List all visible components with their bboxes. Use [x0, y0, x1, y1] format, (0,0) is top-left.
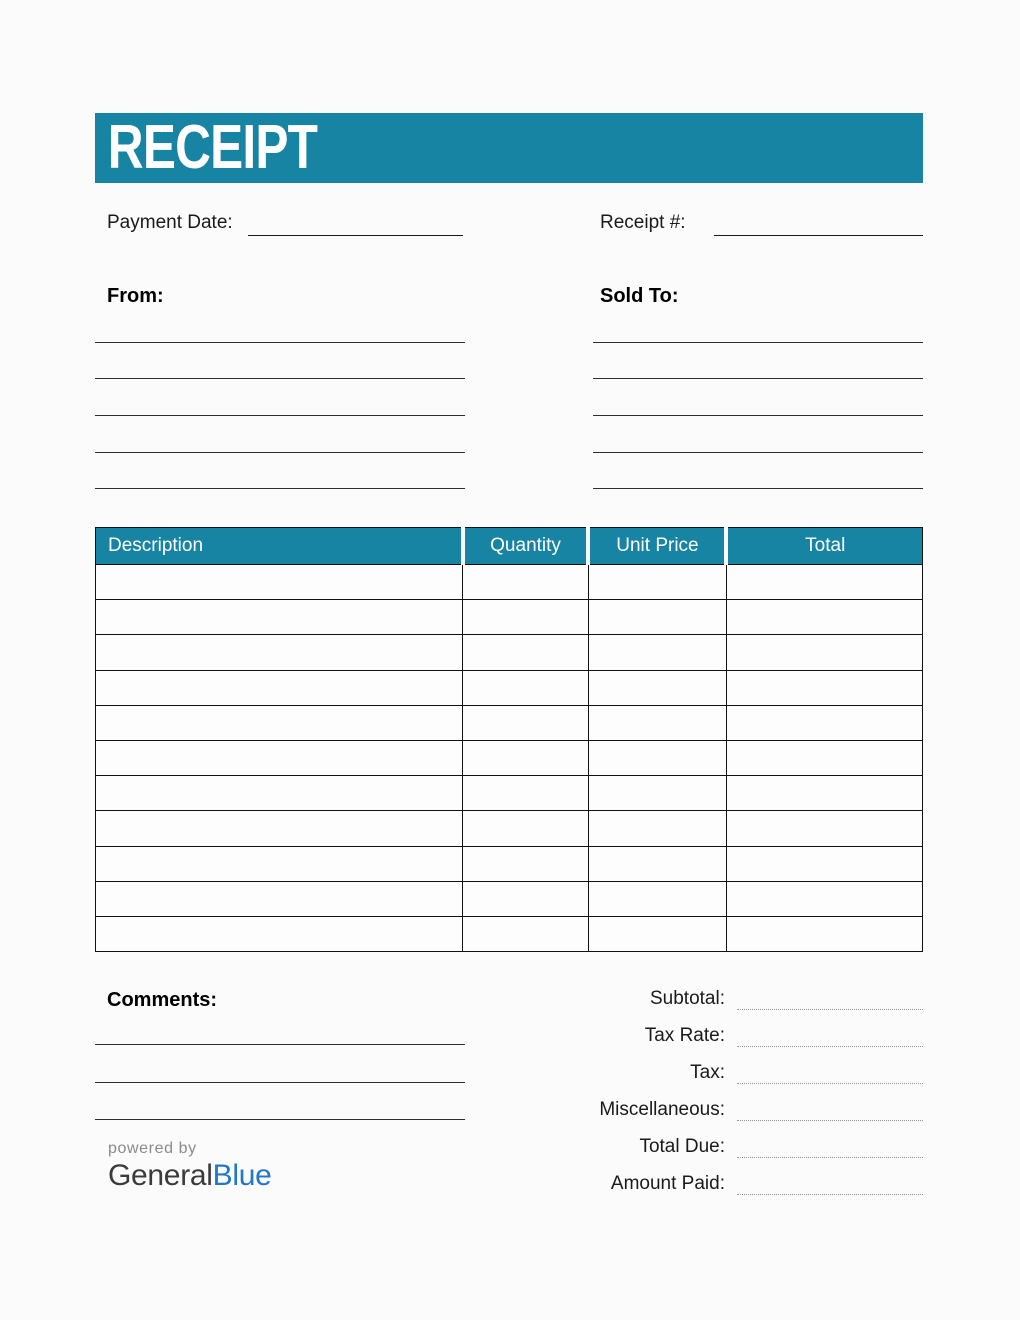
- totals-row-amount-paid: [500, 1173, 923, 1210]
- cell-total[interactable]: [726, 705, 922, 740]
- cell-description[interactable]: [96, 776, 463, 811]
- totals-row-total-due: [500, 1136, 923, 1173]
- cell-quantity[interactable]: [463, 881, 589, 916]
- tax-label: Tax:: [690, 1062, 725, 1083]
- table-row: [96, 600, 923, 635]
- cell-quantity[interactable]: [463, 811, 589, 846]
- totals-row-tax-rate: [500, 1025, 923, 1062]
- brand-general-text: General: [108, 1159, 213, 1192]
- table-row: [96, 565, 923, 600]
- cell-total[interactable]: [726, 635, 922, 670]
- sold-to-address-line[interactable]: [593, 379, 923, 416]
- receipt-number-field[interactable]: [714, 210, 923, 236]
- total-due-label: Total Due:: [639, 1136, 725, 1157]
- column-header-total: Total: [726, 528, 922, 565]
- cell-total[interactable]: [726, 916, 922, 951]
- cell-quantity[interactable]: [463, 916, 589, 951]
- miscellaneous-label: Miscellaneous:: [599, 1099, 725, 1120]
- brand-wordmark: [108, 1159, 272, 1193]
- totals-row-subtotal: [500, 988, 923, 1025]
- table-header-row: [96, 528, 923, 565]
- totals-row-tax: [500, 1062, 923, 1099]
- cell-unit-price[interactable]: [588, 846, 726, 881]
- cell-quantity[interactable]: [463, 776, 589, 811]
- cell-description[interactable]: [96, 565, 463, 600]
- from-address-line[interactable]: [95, 379, 465, 416]
- subtotal-field[interactable]: [737, 988, 923, 1010]
- table-row: [96, 705, 923, 740]
- page-title: RECEIPT: [107, 113, 318, 182]
- tax-field[interactable]: [737, 1062, 923, 1084]
- sold-to-address-lines: [593, 306, 923, 489]
- cell-quantity[interactable]: [463, 670, 589, 705]
- cell-unit-price[interactable]: [588, 881, 726, 916]
- sold-to-address-line[interactable]: [593, 343, 923, 380]
- cell-unit-price[interactable]: [588, 776, 726, 811]
- total-due-field[interactable]: [737, 1136, 923, 1158]
- cell-description[interactable]: [96, 881, 463, 916]
- cell-description[interactable]: [96, 740, 463, 775]
- from-label: From:: [107, 285, 164, 307]
- totals-row-miscellaneous: [500, 1099, 923, 1136]
- cell-quantity[interactable]: [463, 705, 589, 740]
- receipt-number-label: Receipt #:: [600, 212, 686, 233]
- table-row: [96, 846, 923, 881]
- table-body: [96, 565, 923, 952]
- cell-quantity[interactable]: [463, 635, 589, 670]
- tax-rate-label: Tax Rate:: [644, 1025, 725, 1046]
- cell-quantity[interactable]: [463, 846, 589, 881]
- subtotal-label: Subtotal:: [650, 988, 725, 1009]
- title-bar: [95, 113, 923, 183]
- comments-label: Comments:: [107, 989, 218, 1011]
- comments-lines: [95, 1008, 465, 1120]
- table-row: [96, 916, 923, 951]
- payment-date-label: Payment Date:: [107, 212, 233, 233]
- cell-total[interactable]: [726, 670, 922, 705]
- from-address-line[interactable]: [95, 306, 465, 343]
- cell-quantity[interactable]: [463, 600, 589, 635]
- cell-unit-price[interactable]: [588, 600, 726, 635]
- generalblue-logo: [108, 1140, 272, 1193]
- column-header-quantity: Quantity: [463, 528, 589, 565]
- cell-unit-price[interactable]: [588, 916, 726, 951]
- table-row: [96, 811, 923, 846]
- payment-date-field[interactable]: [248, 210, 463, 236]
- tax-rate-field[interactable]: [737, 1025, 923, 1047]
- powered-by-text: powered by: [108, 1140, 197, 1157]
- cell-description[interactable]: [96, 916, 463, 951]
- table-row: [96, 740, 923, 775]
- table-row: [96, 635, 923, 670]
- sold-to-address-line[interactable]: [593, 453, 923, 490]
- brand-blue-text: Blue: [212, 1159, 272, 1192]
- cell-total[interactable]: [726, 811, 922, 846]
- cell-unit-price[interactable]: [588, 705, 726, 740]
- comment-line[interactable]: [95, 1008, 465, 1045]
- comment-line[interactable]: [95, 1083, 465, 1120]
- cell-quantity[interactable]: [463, 565, 589, 600]
- cell-unit-price[interactable]: [588, 670, 726, 705]
- comment-line[interactable]: [95, 1045, 465, 1082]
- cell-total[interactable]: [726, 740, 922, 775]
- sold-to-address-line[interactable]: [593, 306, 923, 343]
- totals-section: [500, 988, 923, 1210]
- table-row: [96, 776, 923, 811]
- cell-description[interactable]: [96, 635, 463, 670]
- cell-quantity[interactable]: [463, 740, 589, 775]
- cell-description[interactable]: [96, 600, 463, 635]
- table-row: [96, 670, 923, 705]
- from-address-line[interactable]: [95, 416, 465, 453]
- cell-description[interactable]: [96, 811, 463, 846]
- cell-total[interactable]: [726, 881, 922, 916]
- line-items-table: [95, 527, 923, 952]
- cell-total[interactable]: [726, 846, 922, 881]
- cell-description[interactable]: [96, 670, 463, 705]
- from-address-lines: [95, 306, 465, 489]
- column-header-description: Description: [96, 528, 463, 565]
- cell-total[interactable]: [726, 776, 922, 811]
- sold-to-address-line[interactable]: [593, 416, 923, 453]
- miscellaneous-field[interactable]: [737, 1099, 923, 1121]
- amount-paid-label: Amount Paid:: [610, 1173, 725, 1194]
- cell-total[interactable]: [726, 565, 922, 600]
- cell-unit-price[interactable]: [588, 635, 726, 670]
- column-header-unit-price: Unit Price: [588, 528, 726, 565]
- from-address-line[interactable]: [95, 343, 465, 380]
- from-address-line[interactable]: [95, 453, 465, 490]
- cell-unit-price[interactable]: [588, 811, 726, 846]
- cell-description[interactable]: [96, 705, 463, 740]
- cell-total[interactable]: [726, 600, 922, 635]
- sold-to-label: Sold To:: [600, 285, 679, 307]
- amount-paid-field[interactable]: [737, 1173, 923, 1195]
- cell-unit-price[interactable]: [588, 740, 726, 775]
- table-row: [96, 881, 923, 916]
- cell-description[interactable]: [96, 846, 463, 881]
- cell-unit-price[interactable]: [588, 565, 726, 600]
